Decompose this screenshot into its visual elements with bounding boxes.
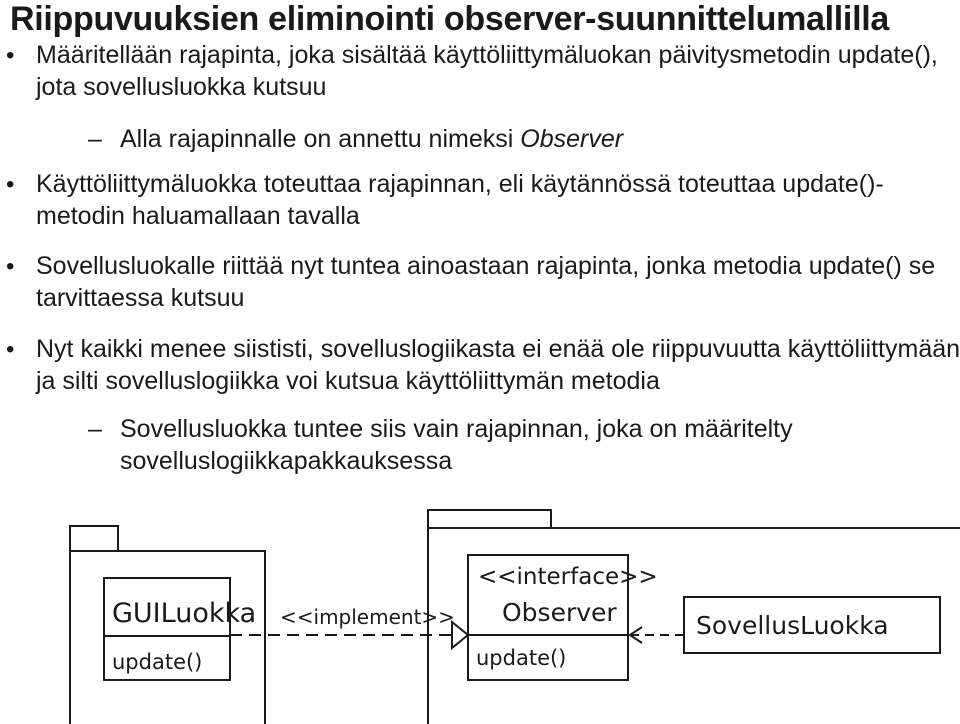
interface-method: update() xyxy=(476,646,567,670)
bullet-text: Käyttöliittymäluokka toteuttaa rajapinnan, eli käytännössä toteuttaa update()-metodin haluamallaan tavalla xyxy=(36,170,884,230)
ui-package-tab xyxy=(70,526,118,551)
implement-label: <<implement>> xyxy=(280,605,455,629)
uml-diagram xyxy=(0,500,960,724)
bullet-marker xyxy=(6,333,14,366)
gui-method: update() xyxy=(112,650,203,674)
bullet-ui-implements xyxy=(36,168,951,232)
bullet-text: Määritellään rajapinta, joka sisältää käyttöliittymäluokan päivitysmetodin update(), jota sovellusluokka kutsuu xyxy=(36,41,938,101)
subbullet-text: Alla rajapinnalle on annettu nimeksi xyxy=(120,125,521,153)
app-class-name: SovellusLuokka xyxy=(696,611,889,640)
interface-stereotype: <<interface>> xyxy=(478,564,658,590)
gui-class-name: GUILuokka xyxy=(112,598,257,629)
bullet-marker xyxy=(6,168,14,201)
slide-title: Riippuvuuksien eliminointi observer-suunnittelumallilla xyxy=(10,0,889,38)
subbullet-text: Sovellusluokka tuntee siis vain rajapinnan, joka on määritelty sovelluslogiikkapakkauksessa xyxy=(120,415,793,475)
interface-name: Observer xyxy=(502,598,617,627)
app-package-tab xyxy=(428,510,551,528)
bullet-marker xyxy=(6,39,14,72)
bullet-text: Nyt kaikki menee siististi, sovelluslogiikasta ei enää ole riippuvuutta käyttöliittymään ja silti sovelluslogiikka voi kutsua käyttöliittymän metodia xyxy=(36,335,960,395)
subbullet-observer-name xyxy=(120,123,950,155)
ui-package xyxy=(70,551,265,724)
bullet-app-knows-interface xyxy=(36,250,951,314)
bullet-text: Sovellusluokalle riittää nyt tuntea ainoastaan rajapinta, jonka metodia update() se tarvittaessa kutsuu xyxy=(36,252,936,312)
dash-marker xyxy=(88,123,102,155)
subbullet-interface-package xyxy=(120,413,950,477)
bullet-marker xyxy=(6,250,14,283)
bullet-no-dependency xyxy=(36,333,960,397)
bullet-define-interface xyxy=(36,39,951,103)
dash-marker xyxy=(88,413,102,445)
observer-name-text: Observer xyxy=(520,125,624,153)
